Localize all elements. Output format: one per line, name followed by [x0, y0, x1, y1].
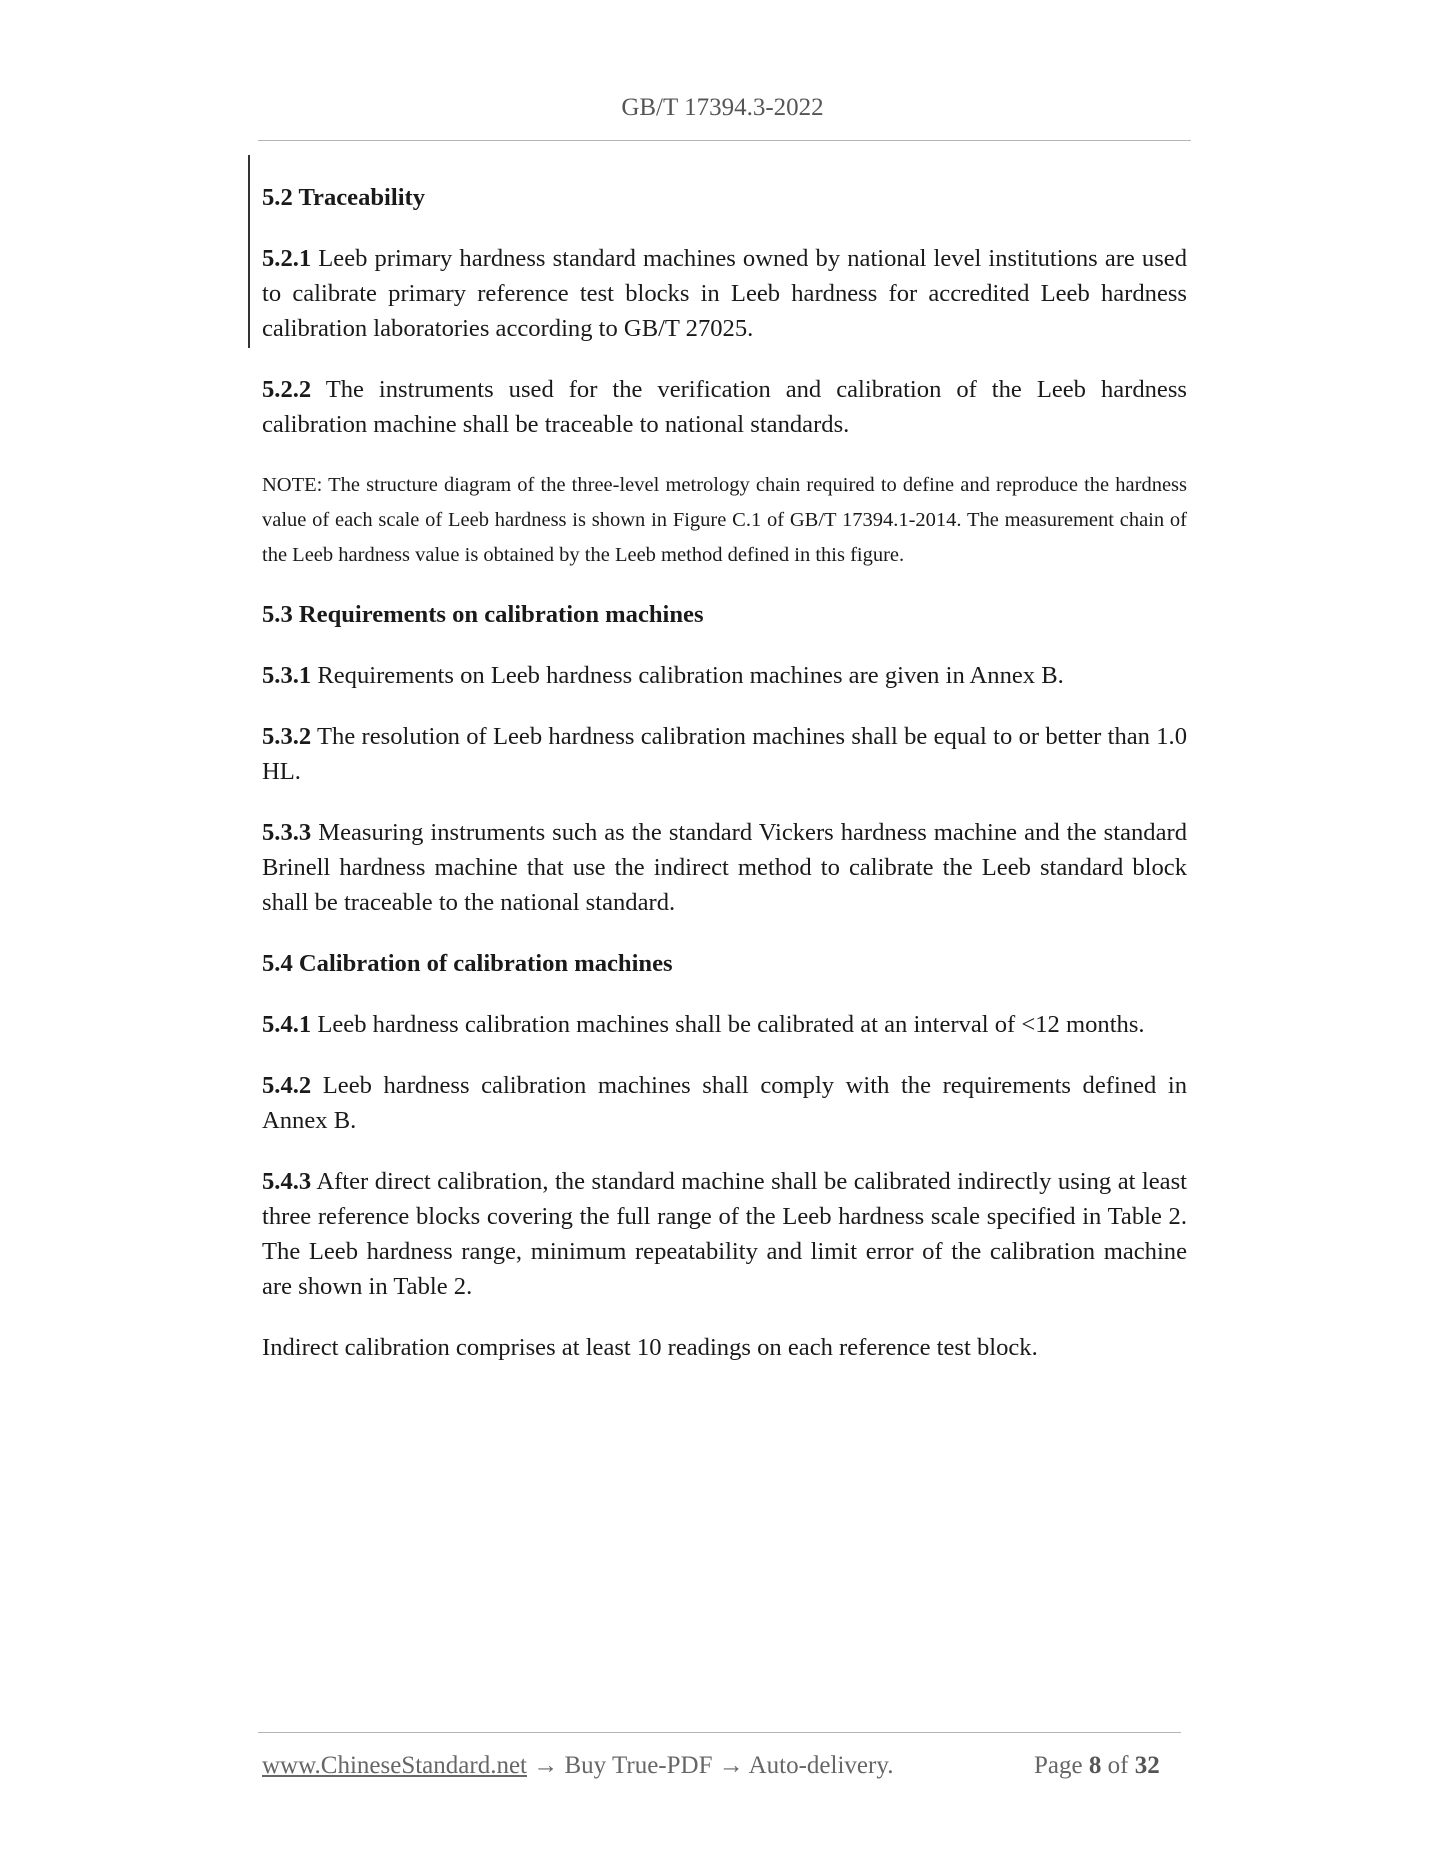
clause-text: Requirements on Leeb hardness calibration machines are given in Annex B. [311, 662, 1064, 689]
clause-number: 5.4.1 [262, 1011, 312, 1038]
document-body [262, 180, 1187, 1391]
page-indicator [1034, 1752, 1160, 1780]
clause-text: Leeb hardness calibration machines shall comply with the requirements defined in Annex B. [262, 1072, 1187, 1134]
footer-divider [258, 1732, 1181, 1733]
footer-promo [262, 1752, 893, 1780]
section-heading-5-3: 5.3 Requirements on calibration machines [262, 601, 704, 628]
section-heading-5-4: 5.4 Calibration of calibration machines [262, 950, 673, 977]
clause-text: The resolution of Leeb hardness calibration machines shall be equal to or better than 1.0 HL. [262, 723, 1187, 785]
clause-text: Measuring instruments such as the standard Vickers hardness machine and the standard Brinell hardness machine that use the indirect method to calibrate the Leeb standard block shall be traceable to the national standard. [262, 819, 1187, 916]
clause-number: 5.4.2 [262, 1072, 312, 1099]
clause-number: 5.3.3 [262, 819, 312, 846]
clause-5-4-1 [262, 1007, 1187, 1042]
buy-true-pdf-text: Buy True-PDF [564, 1752, 713, 1779]
header-divider [258, 140, 1191, 141]
page-label: Page [1034, 1752, 1083, 1779]
clause-text: Leeb primary hardness standard machines owned by national level institutions are used to calibrate primary reference test blocks in Leeb hardness for accredited Leeb hardness calibration laboratories according to GB/T 27025. [262, 245, 1187, 342]
revision-change-bar [248, 155, 250, 348]
clause-text: Leeb hardness calibration machines shall be calibrated at an interval of <12 months. [311, 1011, 1145, 1038]
auto-delivery-text: Auto-delivery. [748, 1752, 894, 1779]
clause-text: After direct calibration, the standard machine shall be calibrated indirectly using at least three reference blocks covering the full range of the Leeb hardness scale specified in Table 2. The Leeb hardness range, minimum repeatability and limit error of the calibration machine are shown in Table 2. [262, 1168, 1187, 1300]
document-header-title: GB/T 17394.3-2022 [621, 94, 824, 121]
note-paragraph: NOTE: The structure diagram of the three-level metrology chain required to define and reproduce the hardness value of each scale of Leeb hardness is shown in Figure C.1 of GB/T 17394.1-2014. The measurement chain of the Leeb hardness value is obtained by the Leeb method defined in this figure. [262, 474, 1187, 566]
clause-text: The instruments used for the verification and calibration of the Leeb hardness calibration machine shall be traceable to national standards. [262, 376, 1187, 438]
clause-5-2-1 [262, 241, 1187, 346]
clause-5-2-2 [262, 372, 1187, 442]
clause-5-3-3 [262, 815, 1187, 920]
clause-number: 5.2.1 [262, 245, 312, 272]
clause-5-3-1 [262, 658, 1187, 693]
total-pages: 32 [1134, 1752, 1160, 1779]
of-label: of [1107, 1752, 1129, 1779]
clause-5-4-3 [262, 1164, 1187, 1304]
clause-number: 5.3.1 [262, 662, 312, 689]
website-link[interactable]: www.ChineseStandard.net [262, 1752, 527, 1779]
current-page-number: 8 [1088, 1752, 1102, 1779]
clause-number: 5.4.3 [262, 1168, 312, 1195]
section-heading-5-2: 5.2 Traceability [262, 184, 426, 211]
clause-5-4-2 [262, 1068, 1187, 1138]
arrow-right-icon: → [533, 1752, 559, 1779]
indirect-calibration-paragraph: Indirect calibration comprises at least 10 readings on each reference test block. [262, 1334, 1038, 1361]
clause-number: 5.3.2 [262, 723, 312, 750]
clause-number: 5.2.2 [262, 376, 312, 403]
clause-5-3-2 [262, 719, 1187, 789]
arrow-right-icon: → [718, 1752, 744, 1779]
